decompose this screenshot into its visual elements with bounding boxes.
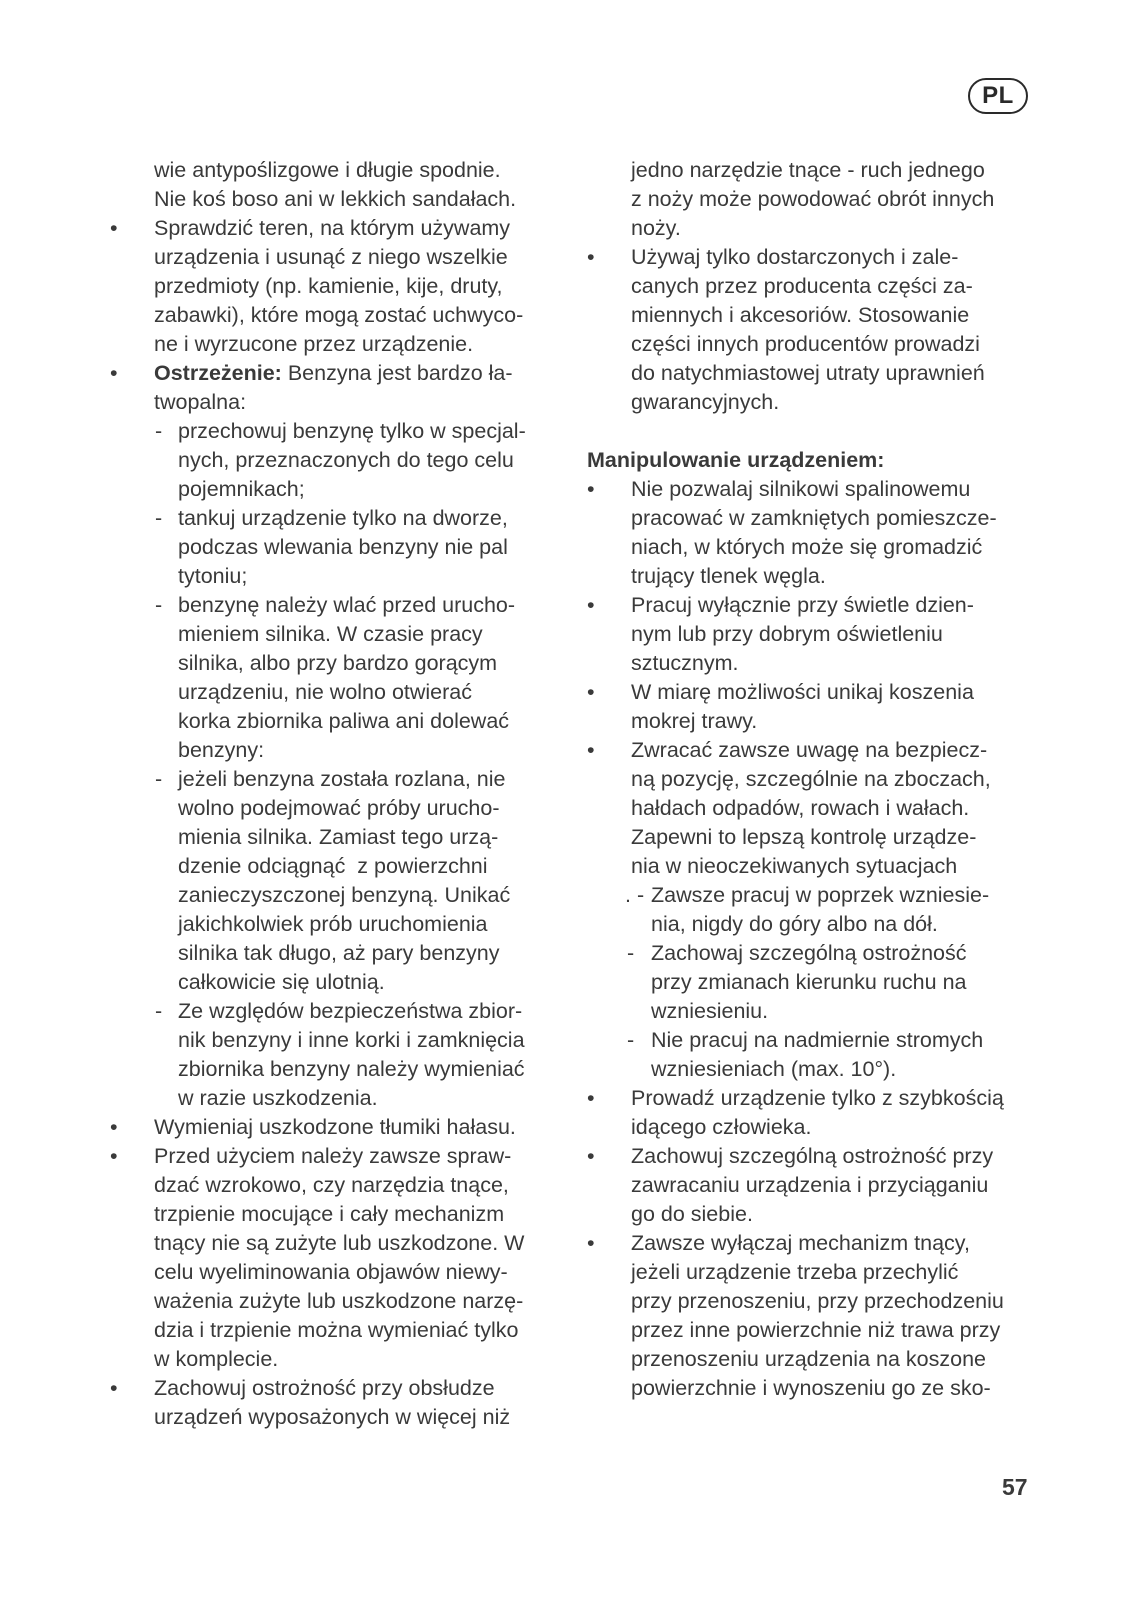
sub-item-text: korka zbiornika paliwa ani dolewać: [178, 709, 510, 733]
bullet-item-line: [110, 1345, 560, 1374]
sub-item-line: [110, 562, 560, 591]
dash-marker: . -: [625, 883, 645, 907]
sub-item-line: [110, 823, 560, 852]
dash-marker: -: [155, 999, 163, 1023]
sub-item-text: zanieczyszczonej benzyną. Unikać: [178, 883, 511, 907]
sub-item-line: [587, 997, 1037, 1026]
bullet-item-line: [587, 1316, 1037, 1345]
bullet-item-line: [110, 1142, 560, 1171]
bullet-item-text: celu wyeliminowania objawów niewy-: [154, 1260, 508, 1284]
bullet-item-line: [110, 1229, 560, 1258]
bullet-item-line: [110, 359, 560, 388]
bullet-item-text: trzpienie mocujące i cały mechanizm: [154, 1202, 505, 1226]
sub-item-line: [110, 678, 560, 707]
right-column: [587, 156, 1037, 1403]
sub-item-line: [110, 997, 560, 1026]
bullet-item-line: [587, 1374, 1037, 1403]
bullet-item-text: zabawki), które mogą zostać uchwyco-: [154, 303, 524, 327]
bullet-item-line: [587, 678, 1037, 707]
bullet-item-line: [110, 1258, 560, 1287]
language-badge: PL: [968, 78, 1028, 114]
bullet-item-text: przy przenoszeniu, przy przechodzeniu: [631, 1289, 1004, 1313]
bullet-item-text: tnący nie są zużyte lub uszkodzone. W: [154, 1231, 525, 1255]
bullet-item-line: [587, 765, 1037, 794]
bullet-item-text: Zachowuj ostrożność przy obsłudze: [154, 1376, 495, 1400]
sub-item-text: urządzeniu, nie wolno otwierać: [178, 680, 472, 704]
sub-item-line: [110, 649, 560, 678]
sub-item-line: [110, 881, 560, 910]
bullet-marker: •: [110, 361, 118, 385]
sub-item-text: silnika, albo przy bardzo gorącym: [178, 651, 498, 675]
bullet-item-line: [587, 736, 1037, 765]
sub-item-line: [587, 881, 1037, 910]
bullet-item-text: Wymieniaj uszkodzone tłumiki hałasu.: [154, 1115, 516, 1139]
bullet-item-line: [587, 1287, 1037, 1316]
bullet-item-line: [587, 330, 1037, 359]
sub-item-text: wzniesieniu.: [651, 999, 769, 1023]
sub-item-text: Zawsze pracuj w poprzek wzniesie-: [651, 883, 990, 907]
sub-item-line: [587, 968, 1037, 997]
bullet-item-text: zawracaniu urządzenia i przyciąganiu: [631, 1173, 989, 1197]
bullet-item-text: canych przez producenta części za-: [631, 274, 973, 298]
sub-item-line: [110, 968, 560, 997]
sub-item-line: [587, 1026, 1037, 1055]
bullet-item-line: [110, 243, 560, 272]
bullet-item-text: trujący tlenek węgla.: [631, 564, 826, 588]
sub-item-text: pojemnikach;: [178, 477, 305, 501]
sub-item-text: podczas wlewania benzyny nie pal: [178, 535, 508, 559]
sub-item-text: wolno podejmować próby urucho-: [178, 796, 500, 820]
page-number: 57: [1002, 1474, 1028, 1500]
sub-item-line: [110, 939, 560, 968]
bullet-item-text: nym lub przy dobrym oświetleniu: [631, 622, 943, 646]
bullet-item-text: ne i wyrzucone przez urządzenie.: [154, 332, 474, 356]
section-heading: Manipulowanie urządzeniem:: [587, 448, 885, 472]
bullet-item-text: sztucznym.: [631, 651, 739, 675]
sub-item-text: jeżeli benzyna została rozlana, nie: [178, 767, 506, 791]
sub-item-line: [110, 794, 560, 823]
bullet-marker: •: [587, 1086, 595, 1110]
bullet-marker: •: [110, 216, 118, 240]
sub-item-text: Zachowaj szczególną ostrożność: [651, 941, 967, 965]
continued-text-line: [587, 156, 1037, 185]
bullet-item-text: Prowadź urządzenie tylko z szybkością: [631, 1086, 1004, 1110]
bullet-item-line: [587, 1171, 1037, 1200]
bullet-marker: •: [587, 477, 595, 501]
sub-item-text: nia, nigdy do góry albo na dół.: [651, 912, 938, 936]
bullet-item-text: urządzeń wyposażonych w więcej niż: [154, 1405, 511, 1429]
bullet-item-text: przez inne powierzchnie niż trawa przy: [631, 1318, 1001, 1342]
bullet-item-text: mokrej trawy.: [631, 709, 758, 733]
bullet-item-line: [587, 1258, 1037, 1287]
bullet-item-line: [587, 388, 1037, 417]
sub-item-text: Nie pracuj na nadmiernie stromych: [651, 1028, 984, 1052]
bullet-item-text: przenoszeniu urządzenia na koszone: [631, 1347, 986, 1371]
continued-text-line: [587, 214, 1037, 243]
sub-item-line: [110, 707, 560, 736]
sub-item-text: silnika tak długo, aż pary benzyny: [178, 941, 500, 965]
bullet-item-text: dzia i trzpienie można wymieniać tylko: [154, 1318, 519, 1342]
bullet-item-line: [587, 562, 1037, 591]
bullet-item-text: Ostrzeżenie: Benzyna jest bardzo ła-: [154, 361, 513, 385]
bullet-item-line: [587, 591, 1037, 620]
dash-marker: -: [627, 941, 635, 965]
sub-item-line: [110, 533, 560, 562]
sub-item-text: tankuj urządzenie tylko na dworze,: [178, 506, 508, 530]
bullet-item-text: Przed użyciem należy zawsze spraw-: [154, 1144, 512, 1168]
continued-text-text: z noży może powodować obrót innych: [631, 187, 995, 211]
bullet-item-line: [587, 707, 1037, 736]
bullet-item-line: [587, 649, 1037, 678]
bullet-item-text: do natychmiastowej utraty uprawnień: [631, 361, 985, 385]
continued-text-text: noży.: [631, 216, 681, 240]
bullet-item-text: Pracuj wyłącznie przy świetle dzien-: [631, 593, 974, 617]
bullet-item-line: [110, 301, 560, 330]
bullet-item-text: ważenia zużyte lub uszkodzone narzę-: [154, 1289, 524, 1313]
continued-text-text: Nie koś boso ani w lekkich sandałach.: [154, 187, 517, 211]
bullet-item-line: [110, 272, 560, 301]
sub-item-text: benzynę należy wlać przed urucho-: [178, 593, 516, 617]
bullet-marker: •: [587, 680, 595, 704]
sub-item-line: [110, 504, 560, 533]
bullet-item-text: hałdach odpadów, rowach i wałach.: [631, 796, 970, 820]
bullet-item-text: ną pozycję, szczególnie na zboczach,: [631, 767, 991, 791]
bullet-marker: •: [587, 1231, 595, 1255]
bullet-item-line: [587, 620, 1037, 649]
sub-item-text: przechowuj benzynę tylko w specjal-: [178, 419, 526, 443]
bullet-marker: •: [110, 1144, 118, 1168]
bullet-item-line: [110, 1287, 560, 1316]
sub-item-text: zbiornika benzyny należy wymieniać: [178, 1057, 525, 1081]
continued-text-line: [587, 185, 1037, 214]
bullet-item-line: [110, 1113, 560, 1142]
warning-label: Ostrzeżenie:: [154, 361, 282, 385]
sub-item-line: [110, 475, 560, 504]
bullet-item-text: przedmioty (np. kamienie, kije, druty,: [154, 274, 503, 298]
sub-item-text: benzyny:: [178, 738, 265, 762]
bullet-item-text: twopalna:: [154, 390, 247, 414]
bullet-item-text: w komplecie.: [154, 1347, 279, 1371]
sub-item-text: wzniesieniach (max. 10°).: [651, 1057, 897, 1081]
sub-item-text: tytoniu;: [178, 564, 248, 588]
sub-item-line: [587, 910, 1037, 939]
bullet-item-line: [587, 533, 1037, 562]
bullet-marker: •: [587, 245, 595, 269]
bullet-item-line: [587, 504, 1037, 533]
bullet-item-line: [587, 1142, 1037, 1171]
sub-item-line: [587, 1055, 1037, 1084]
bullet-item-text: jeżeli urządzenie trzeba przechylić: [631, 1260, 959, 1284]
bullet-item-line: [587, 852, 1037, 881]
bullet-marker: •: [587, 1144, 595, 1168]
dash-marker: -: [627, 1028, 635, 1052]
bullet-item-line: [587, 272, 1037, 301]
continued-text-text: jedno narzędzie tnące - ruch jednego: [631, 158, 985, 182]
bullet-item-line: [110, 1403, 560, 1432]
bullet-item-text: Zwracać zawsze uwagę na bezpiecz-: [631, 738, 988, 762]
bullet-item-text: części innych producentów prowadzi: [631, 332, 980, 356]
sub-item-text: w razie uszkodzenia.: [178, 1086, 378, 1110]
bullet-item-line: [587, 301, 1037, 330]
bullet-item-text: pracować w zamkniętych pomieszcze-: [631, 506, 997, 530]
sub-item-line: [110, 765, 560, 794]
bullet-item-text: Nie pozwalaj silnikowi spalinowemu: [631, 477, 971, 501]
bullet-item-line: [110, 1316, 560, 1345]
bullet-item-line: [110, 1374, 560, 1403]
sub-item-line: [110, 1084, 560, 1113]
bullet-item-text: go do siebie.: [631, 1202, 753, 1226]
dash-marker: -: [155, 767, 163, 791]
sub-item-text: Ze względów bezpieczeństwa zbior-: [178, 999, 523, 1023]
sub-item-text: jakichkolwiek prób uruchomienia: [178, 912, 488, 936]
bullet-item-text: urządzenia i usunąć z niego wszelkie: [154, 245, 508, 269]
sub-item-text: całkowicie się ulotnią.: [178, 970, 385, 994]
bullet-item-text: miennych i akcesoriów. Stosowanie: [631, 303, 970, 327]
bullet-item-line: [587, 359, 1037, 388]
bullet-item-text: Zachowuj szczególną ostrożność przy: [631, 1144, 994, 1168]
bullet-marker: •: [110, 1115, 118, 1139]
dash-marker: -: [155, 506, 163, 530]
sub-item-line: [110, 591, 560, 620]
bullet-item-line: [587, 475, 1037, 504]
bullet-marker: •: [110, 1376, 118, 1400]
bullet-item-line: [587, 1229, 1037, 1258]
bullet-item-line: [110, 388, 560, 417]
sub-item-text: nik benzyny i inne korki i zamknięcia: [178, 1028, 525, 1052]
bullet-item-text: idącego człowieka.: [631, 1115, 812, 1139]
bullet-item-text: powierzchnie i wynoszeniu go ze sko-: [631, 1376, 991, 1400]
sub-item-text: mieniem silnika. W czasie pracy: [178, 622, 483, 646]
bullet-item-line: [110, 330, 560, 359]
bullet-item-line: [587, 243, 1037, 272]
bullet-item-text: Zapewni to lepszą kontrolę urządze-: [631, 825, 977, 849]
dash-marker: -: [155, 593, 163, 617]
bullet-item-line: [587, 1200, 1037, 1229]
bullet-marker: •: [587, 738, 595, 762]
bullet-item-text: gwarancyjnych.: [631, 390, 780, 414]
bullet-item-line: [587, 794, 1037, 823]
sub-item-text: mienia silnika. Zamiast tego urzą-: [178, 825, 499, 849]
bullet-item-line: [587, 1084, 1037, 1113]
dash-marker: -: [155, 419, 163, 443]
bullet-item-text: niach, w których może się gromadzić: [631, 535, 983, 559]
bullet-item-line: [110, 1200, 560, 1229]
bullet-item-text: Używaj tylko dostarczonych i zale-: [631, 245, 959, 269]
bullet-item-text: Sprawdzić teren, na którym używamy: [154, 216, 511, 240]
sub-item-line: [110, 852, 560, 881]
sub-item-line: [110, 1055, 560, 1084]
sub-item-text: nych, przeznaczonych do tego celu: [178, 448, 514, 472]
bullet-item-text: Zawsze wyłączaj mechanizm tnący,: [631, 1231, 970, 1255]
sub-item-line: [110, 417, 560, 446]
sub-item-text: dzenie odciągnąć z powierzchni: [178, 854, 488, 878]
sub-item-line: [110, 910, 560, 939]
continued-text-line: [110, 156, 560, 185]
bullet-item-line: [110, 1171, 560, 1200]
bullet-item-text: dzać wzrokowo, czy narzędzia tnące,: [154, 1173, 509, 1197]
bullet-item-text: W miarę możliwości unikaj koszenia: [631, 680, 974, 704]
spacer: [587, 417, 1037, 446]
bullet-item-line: [587, 1345, 1037, 1374]
sub-item-line: [110, 446, 560, 475]
left-column: [110, 156, 560, 1432]
sub-item-line: [110, 1026, 560, 1055]
sub-item-line: [587, 939, 1037, 968]
sub-item-line: [110, 736, 560, 765]
sub-item-line: [110, 620, 560, 649]
bullet-item-line: [587, 1113, 1037, 1142]
bullet-item-text: nia w nieoczekiwanych sytuacjach: [631, 854, 958, 878]
bullet-marker: •: [587, 593, 595, 617]
bullet-item-line: [110, 214, 560, 243]
continued-text-line: [110, 185, 560, 214]
continued-text-text: wie antypoślizgowe i długie spodnie.: [154, 158, 501, 182]
bullet-item-line: [587, 823, 1037, 852]
sub-item-text: przy zmianach kierunku ruchu na: [651, 970, 967, 994]
